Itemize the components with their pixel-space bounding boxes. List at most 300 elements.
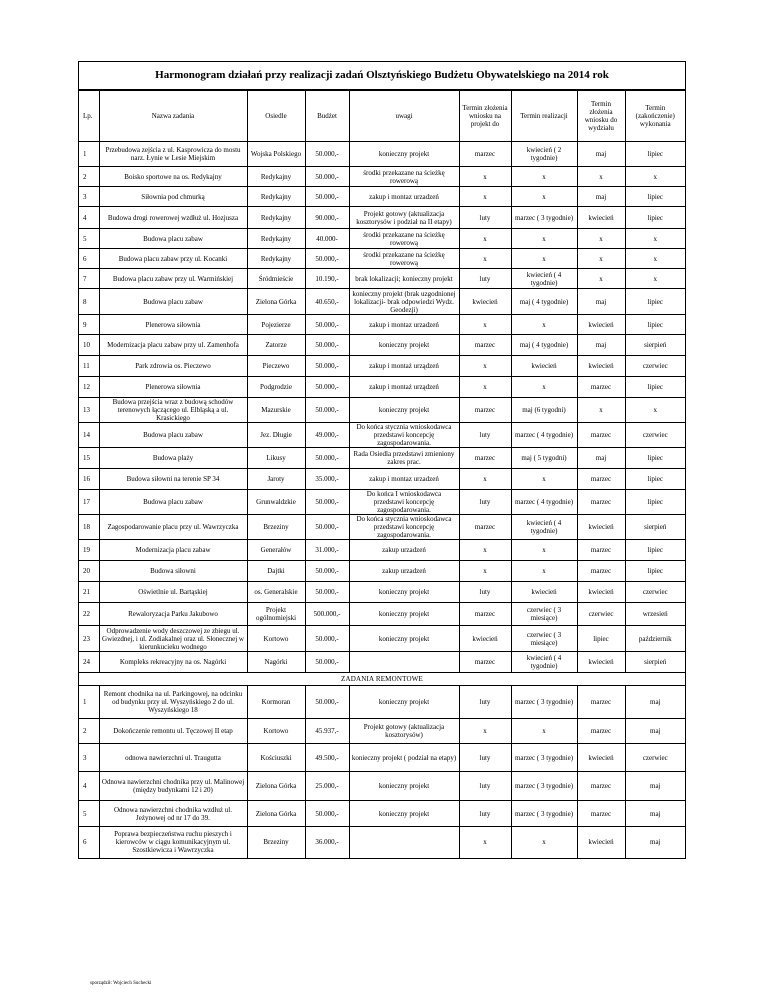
table-row <box>79 229 685 249</box>
project-deadline: luty <box>459 686 511 719</box>
completion-term: maj <box>625 719 685 744</box>
district: Jez. Długie <box>247 423 305 448</box>
realization-term: x <box>511 469 577 490</box>
realization-term: x <box>511 167 577 187</box>
completion-term: wrzesień <box>625 603 685 626</box>
budget: 50.000,- <box>305 515 349 540</box>
row-number: 6 <box>79 827 99 858</box>
realization-term: x <box>511 561 577 582</box>
budget: 40.000- <box>305 229 349 249</box>
table-row <box>79 315 685 335</box>
task-name: Park zdrowia os. Pieczewo <box>99 356 247 377</box>
remarks: zakup i montaz urzadzeń <box>349 187 459 207</box>
row-number: 1 <box>79 686 99 719</box>
realization-term: kwiecień ( 4 tygodnie) <box>511 652 577 673</box>
table-row <box>79 142 685 167</box>
district: Zielona Górka <box>247 289 305 315</box>
district: Podgrodzie <box>247 377 305 398</box>
task-name: Budowa placu zabaw <box>99 289 247 315</box>
row-number: 1 <box>79 142 99 167</box>
budget: 10.190,- <box>305 269 349 289</box>
row-number: 18 <box>79 515 99 540</box>
completion-term: lipiec <box>625 490 685 515</box>
schedule-table <box>79 90 685 858</box>
task-name: Budowa drogi rowerowej wzdłuż ul. Hozjusza <box>99 207 247 229</box>
task-name: Budowa siłowni <box>99 561 247 582</box>
remarks: konieczny projekt <box>349 398 459 423</box>
completion-term: lipiec <box>625 561 685 582</box>
footer-author: sporządził: Wojciech Suchecki <box>90 981 152 986</box>
remarks: zakup urzadzeń <box>349 561 459 582</box>
completion-term: lipiec <box>625 142 685 167</box>
department-deadline: marzec <box>577 772 625 801</box>
table-row <box>79 772 685 801</box>
department-deadline: maj <box>577 142 625 167</box>
realization-term: kwiecień ( 4 tygodnie) <box>511 269 577 289</box>
department-deadline: marzec <box>577 540 625 561</box>
table-row <box>79 719 685 744</box>
row-number: 12 <box>79 377 99 398</box>
row-number: 21 <box>79 582 99 603</box>
district: Mazurskie <box>247 398 305 423</box>
project-deadline: x <box>459 469 511 490</box>
realization-term: x <box>511 377 577 398</box>
row-number: 16 <box>79 469 99 490</box>
department-deadline: maj <box>577 335 625 356</box>
row-number: 23 <box>79 626 99 652</box>
department-deadline: kwiecień <box>577 827 625 858</box>
realization-term: marzec ( 3 tygodnie) <box>511 207 577 229</box>
realization-term: kwiecień <box>511 582 577 603</box>
table-row <box>79 744 685 772</box>
table-row <box>79 469 685 490</box>
budget: 50.000,- <box>305 167 349 187</box>
budget: 500.000,- <box>305 603 349 626</box>
realization-term: maj ( 4 tygodnie) <box>511 335 577 356</box>
budget: 50.000,- <box>305 582 349 603</box>
task-name: Budowa placu zabaw <box>99 490 247 515</box>
realization-term: kwiecień <box>511 356 577 377</box>
department-deadline: marzec <box>577 801 625 827</box>
remarks: zakup i montaz urzadzeń <box>349 469 459 490</box>
project-deadline: luty <box>459 801 511 827</box>
task-name: Siłownia pod chmurką <box>99 187 247 207</box>
completion-term: x <box>625 398 685 423</box>
document-title: Harmonogram działań przy realizacji zadań Olsztyńskiego Budżetu Obywatelskiego na 2014 rok <box>79 62 685 90</box>
task-name: Plenerowa siłownia <box>99 377 247 398</box>
row-number: 6 <box>79 249 99 269</box>
table-row <box>79 490 685 515</box>
remarks: Do końca stycznia wnioskodawca przedstawi koncepcję zagospodarowania. <box>349 423 459 448</box>
completion-term: maj <box>625 686 685 719</box>
remarks: Projekt gotowy (aktualizacja kosztorysów i podział na II etapy) <box>349 207 459 229</box>
budget: 50.000,- <box>305 377 349 398</box>
table-body <box>79 142 685 858</box>
department-deadline: x <box>577 249 625 269</box>
task-name: Boisko sportowe na os. Redykajny <box>99 167 247 187</box>
district: Brzeziny <box>247 515 305 540</box>
realization-term: x <box>511 315 577 335</box>
project-deadline: x <box>459 561 511 582</box>
district: Brzeziny <box>247 827 305 858</box>
completion-term: październik <box>625 626 685 652</box>
district: Zatorze <box>247 335 305 356</box>
project-deadline: x <box>459 167 511 187</box>
budget: 35.000,- <box>305 469 349 490</box>
project-deadline: marzec <box>459 448 511 469</box>
completion-term: czerwiec <box>625 582 685 603</box>
completion-term: x <box>625 167 685 187</box>
completion-term: x <box>625 269 685 289</box>
completion-term: czerwiec <box>625 423 685 448</box>
department-deadline: marzec <box>577 719 625 744</box>
realization-term: x <box>511 249 577 269</box>
district: os. Generalskie <box>247 582 305 603</box>
project-deadline: luty <box>459 269 511 289</box>
row-number: 2 <box>79 719 99 744</box>
realization-term: marzec ( 3 tygodnie) <box>511 744 577 772</box>
table-row <box>79 801 685 827</box>
budget: 50.000,- <box>305 249 349 269</box>
table-row <box>79 582 685 603</box>
row-number: 5 <box>79 229 99 249</box>
row-number: 8 <box>79 289 99 315</box>
task-name: Budowa placu zabaw przy ul. Warmińskiej <box>99 269 247 289</box>
project-deadline: marzec <box>459 142 511 167</box>
district: Grunwaldzkie <box>247 490 305 515</box>
remarks <box>349 652 459 673</box>
row-number: 15 <box>79 448 99 469</box>
row-number: 19 <box>79 540 99 561</box>
budget: 50.000,- <box>305 335 349 356</box>
completion-term: lipiec <box>625 289 685 315</box>
column-header: Osiedle <box>247 91 305 142</box>
realization-term: marzec ( 3 tygodnie) <box>511 801 577 827</box>
department-deadline: kwiecień <box>577 744 625 772</box>
task-name: Plenerowa siłownia <box>99 315 247 335</box>
completion-term: lipiec <box>625 377 685 398</box>
project-deadline: x <box>459 187 511 207</box>
department-deadline: maj <box>577 448 625 469</box>
table-row <box>79 827 685 858</box>
completion-term: lipiec <box>625 469 685 490</box>
project-deadline: x <box>459 827 511 858</box>
district: Kortowo <box>247 626 305 652</box>
district: Redykajny <box>247 207 305 229</box>
department-deadline: marzec <box>577 469 625 490</box>
project-deadline: x <box>459 377 511 398</box>
remarks: Do końca stycznia wnioskodawca przedstawi koncepcję zagospodarowania. <box>349 515 459 540</box>
district: Kortowo <box>247 719 305 744</box>
table-row <box>79 335 685 356</box>
row-number: 2 <box>79 167 99 187</box>
completion-term: lipiec <box>625 207 685 229</box>
district: Dajtki <box>247 561 305 582</box>
budget: 50.000,- <box>305 490 349 515</box>
project-deadline: x <box>459 719 511 744</box>
remarks: zakup i montaż urządzeń <box>349 377 459 398</box>
task-name: Dokończenie remontu ul. Tęczowej II etap <box>99 719 247 744</box>
remarks: konieczny projekt <box>349 686 459 719</box>
remarks: konieczny projekt (brak uzgodnionej lokalizacji- brak odpowiedzi Wydz. Geodezji) <box>349 289 459 315</box>
district: Jaroty <box>247 469 305 490</box>
task-name: Budowa plaży <box>99 448 247 469</box>
section-title: ZADANIA REMONTOWE <box>79 673 685 686</box>
realization-term: marzec ( 3 tygodnie) <box>511 772 577 801</box>
table-row <box>79 398 685 423</box>
table-row <box>79 686 685 719</box>
remarks: zakup i montaż urządzeń <box>349 356 459 377</box>
department-deadline: x <box>577 229 625 249</box>
table-row <box>79 540 685 561</box>
realization-term: x <box>511 187 577 207</box>
row-number: 7 <box>79 269 99 289</box>
budget: 50.000,- <box>305 561 349 582</box>
task-name: Budowa placu zabaw <box>99 423 247 448</box>
project-deadline: marzec <box>459 335 511 356</box>
budget: 50.000,- <box>305 356 349 377</box>
department-deadline: kwiecień <box>577 515 625 540</box>
budget: 49.500,- <box>305 744 349 772</box>
row-number: 11 <box>79 356 99 377</box>
row-number: 4 <box>79 772 99 801</box>
budget: 50.000,- <box>305 448 349 469</box>
completion-term: maj <box>625 827 685 858</box>
completion-term: lipiec <box>625 448 685 469</box>
budget: 36.000,- <box>305 827 349 858</box>
district: Projekt ogólnomiejski <box>247 603 305 626</box>
column-header: Lp. <box>79 91 99 142</box>
task-name: Kompleks rekreacyjny na os. Nagórki <box>99 652 247 673</box>
table-row <box>79 515 685 540</box>
task-name: Budowa siłowni na terenie SP 34 <box>99 469 247 490</box>
completion-term: x <box>625 229 685 249</box>
department-deadline: x <box>577 398 625 423</box>
realization-term: marzec ( 3 tygodnie) <box>511 686 577 719</box>
department-deadline: marzec <box>577 490 625 515</box>
row-number: 3 <box>79 187 99 207</box>
column-header: Termin złożenia wniosku na projekt do <box>459 91 511 142</box>
department-deadline: kwiecień <box>577 652 625 673</box>
completion-term: sierpień <box>625 515 685 540</box>
project-deadline: x <box>459 315 511 335</box>
completion-term: maj <box>625 772 685 801</box>
department-deadline: kwiecień <box>577 207 625 229</box>
project-deadline: marzec <box>459 515 511 540</box>
column-header: Termin (zakończenie) wykonania <box>625 91 685 142</box>
remarks: środki przekazane na ścieżkę rowerową <box>349 249 459 269</box>
project-deadline: x <box>459 249 511 269</box>
table-row <box>79 249 685 269</box>
remarks: środki przekazane na ścieżkę rowerową <box>349 229 459 249</box>
column-header: Budżet <box>305 91 349 142</box>
department-deadline: x <box>577 167 625 187</box>
project-deadline: luty <box>459 582 511 603</box>
remarks: zakup urzadzeń <box>349 540 459 561</box>
table-row <box>79 269 685 289</box>
table-row <box>79 561 685 582</box>
budget: 45.937,- <box>305 719 349 744</box>
realization-term: maj ( 5 tygodni) <box>511 448 577 469</box>
task-name: Poprawa bezpieczeństwa ruchu pieszych i kierowców w ciągu komunikacyjnym ul. Szostkiewicza i Wawrzyczka <box>99 827 247 858</box>
budget: 40.650,- <box>305 289 349 315</box>
remarks: konieczny projekt <box>349 626 459 652</box>
schedule-sheet <box>78 61 686 859</box>
task-name: Modernizacja placu zabaw <box>99 540 247 561</box>
task-name: Odprowadzenie wody deszczowej ze zbiegu ul. Gwiezdnej, i ul. Zodiakalnej oraz ul. Słonecznej w kierunkucieku wodnego <box>99 626 247 652</box>
project-deadline: x <box>459 356 511 377</box>
project-deadline: luty <box>459 207 511 229</box>
project-deadline: marzec <box>459 603 511 626</box>
realization-term: czerwiec ( 3 miesiące) <box>511 603 577 626</box>
completion-term: sierpień <box>625 652 685 673</box>
completion-term: lipiec <box>625 187 685 207</box>
remarks: konieczny projekt ( podział na etapy) <box>349 744 459 772</box>
realization-term: x <box>511 540 577 561</box>
completion-term: lipiec <box>625 540 685 561</box>
realization-term: kwiecień ( 2 tygodnie) <box>511 142 577 167</box>
row-number: 14 <box>79 423 99 448</box>
task-name: Remont chodnika na ul. Parkingowej, na odcinku od budynku przy ul. Wyszyńskiego 2 do ul. Wyszyńskiego 18 <box>99 686 247 719</box>
table-header-row <box>79 91 685 142</box>
column-header: uwagi <box>349 91 459 142</box>
row-number: 24 <box>79 652 99 673</box>
department-deadline: x <box>577 269 625 289</box>
realization-term: maj (6 tygodni) <box>511 398 577 423</box>
remarks: konieczny projekt <box>349 582 459 603</box>
district: Śródmieście <box>247 269 305 289</box>
department-deadline: czerwiec <box>577 603 625 626</box>
budget: 50.000,- <box>305 187 349 207</box>
department-deadline: marzec <box>577 377 625 398</box>
project-deadline: kwiecień <box>459 626 511 652</box>
district: Redykajny <box>247 167 305 187</box>
completion-term: maj <box>625 801 685 827</box>
realization-term: x <box>511 719 577 744</box>
remarks: Projekt gotowy (aktualizacja kosztorysów) <box>349 719 459 744</box>
realization-term: marzec ( 4 tygodnie) <box>511 490 577 515</box>
task-name: Zagospodarowanie placu przy ul. Wawrzyczka <box>99 515 247 540</box>
row-number: 9 <box>79 315 99 335</box>
district: Redykajny <box>247 229 305 249</box>
project-deadline: marzec <box>459 398 511 423</box>
project-deadline: luty <box>459 490 511 515</box>
budget: 50.000,- <box>305 801 349 827</box>
department-deadline: marzec <box>577 686 625 719</box>
remarks: konieczny projekt <box>349 335 459 356</box>
district: Redykajny <box>247 187 305 207</box>
completion-term: lipiec <box>625 315 685 335</box>
table-row <box>79 356 685 377</box>
row-number: 17 <box>79 490 99 515</box>
budget: 49.000,- <box>305 423 349 448</box>
district: Pieczewo <box>247 356 305 377</box>
project-deadline: luty <box>459 744 511 772</box>
task-name: Rewaloryzacja Parku Jakubowo <box>99 603 247 626</box>
table-row <box>79 423 685 448</box>
department-deadline: lipiec <box>577 626 625 652</box>
remarks: konieczny projekt <box>349 801 459 827</box>
district: Kormoran <box>247 686 305 719</box>
task-name: Odnowa nawierzchni chodnika wzdłuż ul. Jeżynowej od nr 17 do 39. <box>99 801 247 827</box>
project-deadline: x <box>459 229 511 249</box>
budget: 50.000,- <box>305 652 349 673</box>
row-number: 13 <box>79 398 99 423</box>
completion-term: czerwiec <box>625 356 685 377</box>
row-number: 5 <box>79 801 99 827</box>
section-row <box>79 673 685 686</box>
table-row <box>79 187 685 207</box>
district: Zielona Górka <box>247 801 305 827</box>
department-deadline: marzec <box>577 561 625 582</box>
row-number: 3 <box>79 744 99 772</box>
column-header: Termin złożenia wniosku do wydziału <box>577 91 625 142</box>
remarks: brak lokalizacji; konieczny projekt <box>349 269 459 289</box>
task-name: Budowa placu zabaw przy ul. Kocanki <box>99 249 247 269</box>
remarks: konieczny projekt <box>349 772 459 801</box>
task-name: Modernizacja placu zabaw przy ul. Zamenhofa <box>99 335 247 356</box>
realization-term: czerwiec ( 3 miesiące) <box>511 626 577 652</box>
row-number: 22 <box>79 603 99 626</box>
budget: 50.000,- <box>305 626 349 652</box>
remarks <box>349 827 459 858</box>
table-row <box>79 377 685 398</box>
table-row <box>79 207 685 229</box>
remarks: konieczny projekt <box>349 142 459 167</box>
district: Redykajny <box>247 249 305 269</box>
project-deadline: kwiecień <box>459 289 511 315</box>
budget: 50.000,- <box>305 315 349 335</box>
realization-term: maj ( 4 tygodnie) <box>511 289 577 315</box>
district: Generałów <box>247 540 305 561</box>
district: Likusy <box>247 448 305 469</box>
task-name: odnowa nawierzchni ul. Traugutta <box>99 744 247 772</box>
row-number: 4 <box>79 207 99 229</box>
district: Wojska Polskiego <box>247 142 305 167</box>
district: Zielona Górka <box>247 772 305 801</box>
district: Nagórki <box>247 652 305 673</box>
district: Pojezierze <box>247 315 305 335</box>
table-row <box>79 289 685 315</box>
project-deadline: luty <box>459 772 511 801</box>
completion-term: sierpień <box>625 335 685 356</box>
department-deadline: kwiecień <box>577 356 625 377</box>
district: Kościuszki <box>247 744 305 772</box>
table-row <box>79 626 685 652</box>
column-header: Termin realizacji <box>511 91 577 142</box>
row-number: 10 <box>79 335 99 356</box>
project-deadline: luty <box>459 423 511 448</box>
department-deadline: maj <box>577 289 625 315</box>
budget: 50.000,- <box>305 142 349 167</box>
table-row <box>79 167 685 187</box>
budget: 90.000,- <box>305 207 349 229</box>
project-deadline: x <box>459 540 511 561</box>
project-deadline: marzec <box>459 652 511 673</box>
completion-term: czerwiec <box>625 744 685 772</box>
remarks: konieczny projekt <box>349 603 459 626</box>
realization-term: x <box>511 229 577 249</box>
task-name: Oświetlnie ul. Bartąskiej <box>99 582 247 603</box>
department-deadline: maj <box>577 187 625 207</box>
table-row <box>79 603 685 626</box>
column-header: Nazwa zadania <box>99 91 247 142</box>
budget: 25.000,- <box>305 772 349 801</box>
remarks: zakup i montaz urzadzeń <box>349 315 459 335</box>
department-deadline: kwiecień <box>577 315 625 335</box>
task-name: Budowa przejścia wraz z budową schodów terenowych łączącego ul. Elbląską a ul. Krasickiego <box>99 398 247 423</box>
remarks: środki przekazane na ścieżkę rowerową <box>349 167 459 187</box>
